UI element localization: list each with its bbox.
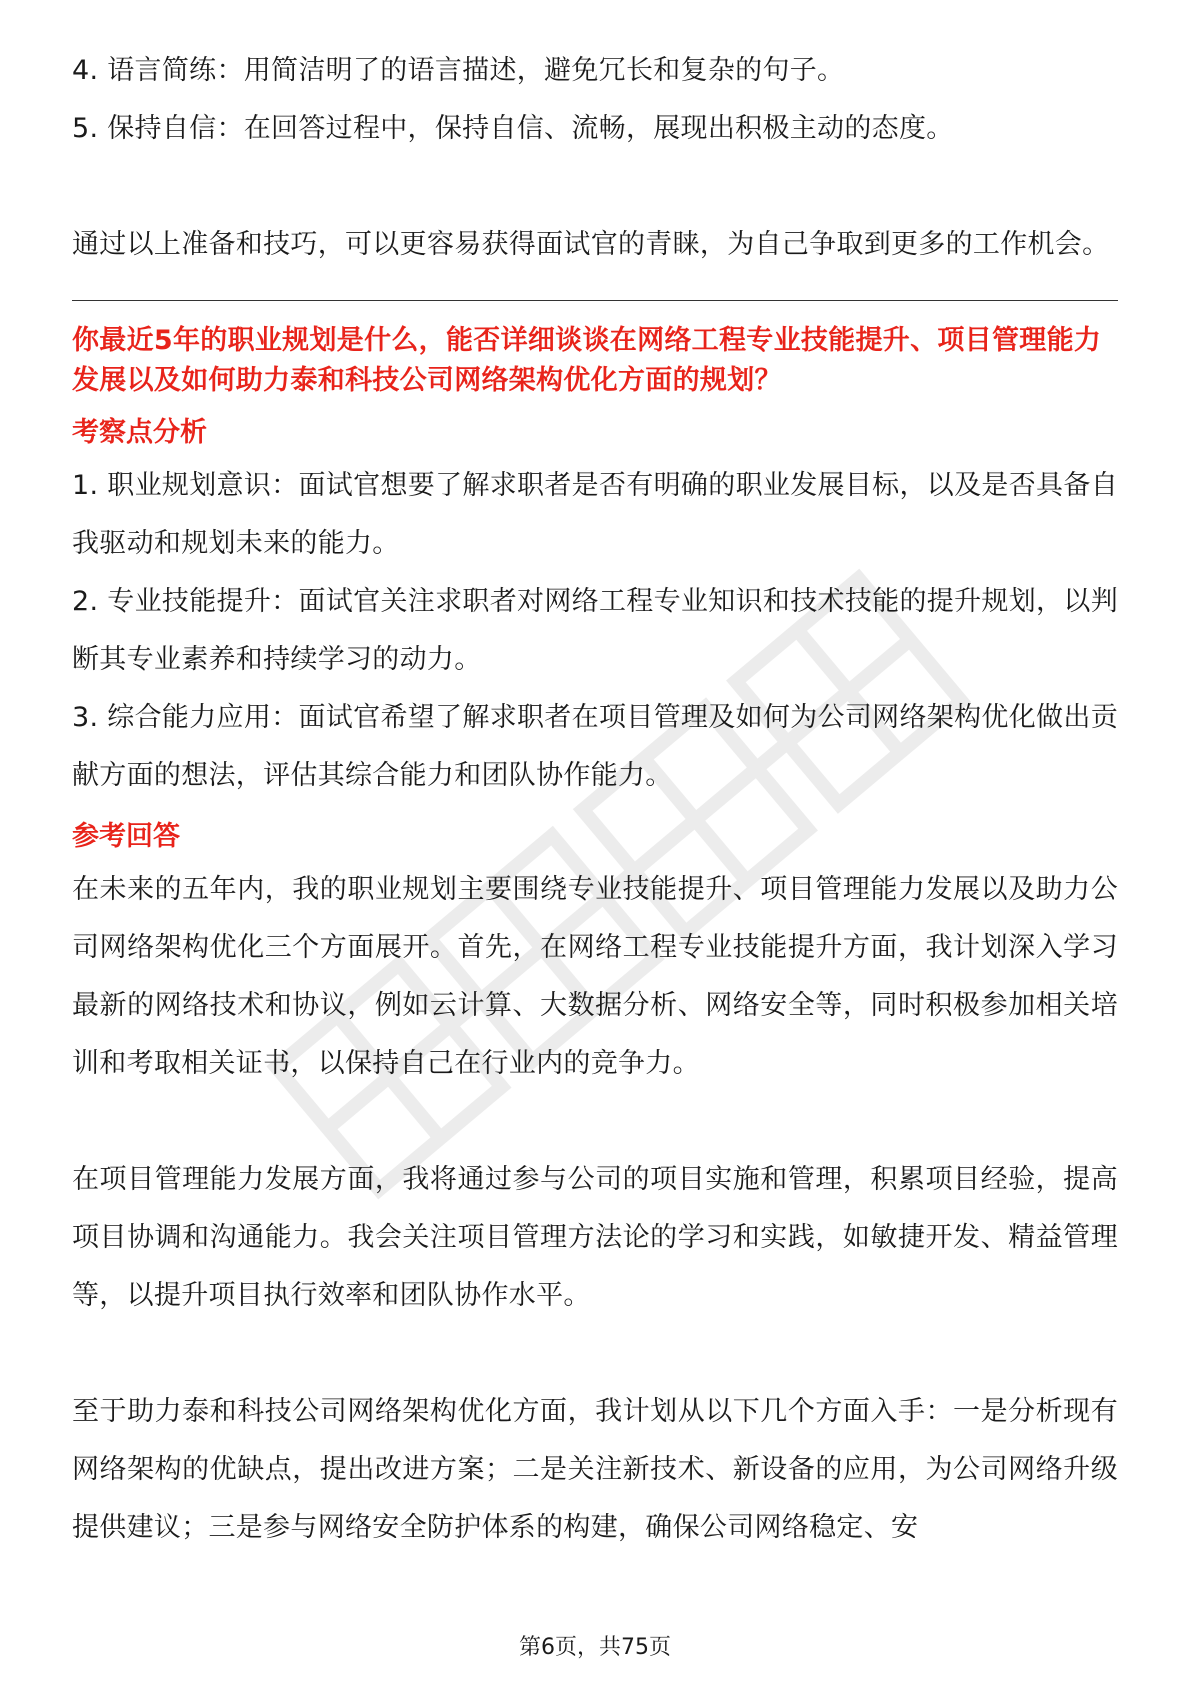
analysis-item: 1. 职业规划意识：面试官想要了解求职者是否有明确的职业发展目标，以及是否具备自我驱动和规划未来的能力。 [72,470,1118,559]
interview-question: 你最近5年的职业规划是什么，能否详细谈谈在网络工程专业技能提升、项目管理能力发展以及如何助力泰和科技公司网络架构优化方面的规划？ [72,325,1102,396]
analysis-item: 3. 综合能力应用：面试官希望了解求职者在项目管理及如何为公司网络架构优化做出贡献方面的想法，评估其综合能力和团队协作能力。 [72,702,1118,791]
list-item: 4. 语言简练：用简洁明了的语言描述，避免冗长和复杂的句子。 [72,55,845,86]
analysis-heading: 考察点分析 [72,417,207,448]
section-divider [72,300,1118,301]
list-item: 5. 保持自信：在回答过程中，保持自信、流畅，展现出积极主动的态度。 [72,113,954,144]
answer-paragraph: 在项目管理能力发展方面，我将通过参与公司的项目实施和管理，积累项目经验，提高项目协调和沟通能力。我会关注项目管理方法论的学习和实践，如敏捷开发、精益管理等，以提升项目执行效率和团队协作水平。 [72,1164,1118,1311]
answer-heading: 参考回答 [72,821,180,852]
analysis-item: 2. 专业技能提升：面试官关注求职者对网络工程专业知识和技术技能的提升规划，以判断其专业素养和持续学习的动力。 [72,586,1118,675]
closing-paragraph: 通过以上准备和技巧，可以更容易获得面试官的青睐，为自己争取到更多的工作机会。 [72,229,1110,260]
page-content [72,42,1118,1557]
page-number: 第6页，共75页 [519,1635,671,1660]
answer-paragraph: 至于助力泰和科技公司网络架构优化方面，我计划从以下几个方面入手：一是分析现有网络架构的优缺点，提出改进方案；二是关注新技术、新设备的应用，为公司网络升级提供建议；三是参与网络安全防护体系的构建，确保公司网络稳定、安 [72,1396,1118,1543]
answer-paragraph: 在未来的五年内，我的职业规划主要围绕专业技能提升、项目管理能力发展以及助力公司网络架构优化三个方面展开。首先，在网络工程专业技能提升方面，我计划深入学习最新的网络技术和协议，例如云计算、大数据分析、网络安全等，同时积极参加相关培训和考取相关证书，以保持自己在行业内的竞争力。 [72,874,1118,1079]
